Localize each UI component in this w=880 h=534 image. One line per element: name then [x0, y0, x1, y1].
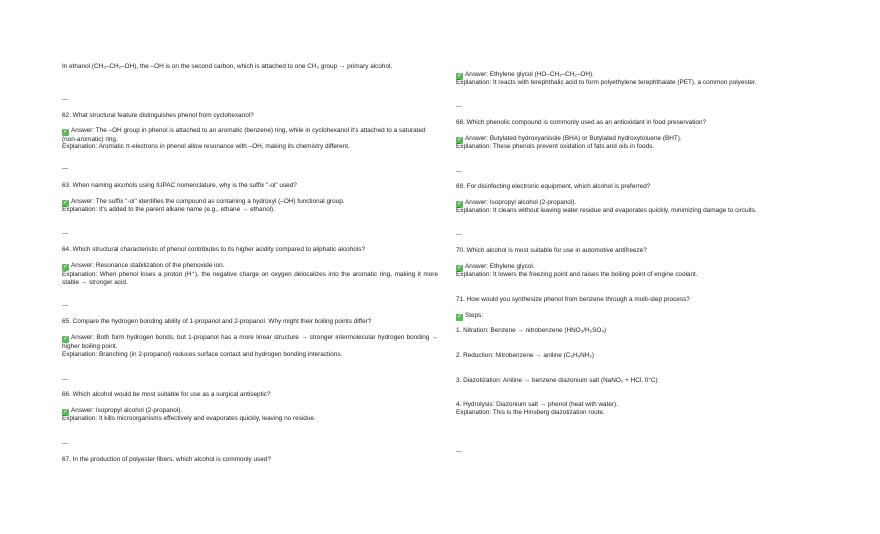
answer-66: ✓ Answer: Isopropyl alcohol (2-propanol). [62, 407, 183, 415]
explanation-68: Explanation: These phenols prevent oxidation of fats and oils in foods. [456, 143, 655, 150]
explanation-64: Explanation: When phenol loses a proton (H⁺), the negative charge on oxygen delocalizes into the aromatic ring, making it more stable → stronger acid. [62, 271, 438, 286]
question-70: 70. Which alcohol is most suitable for use in automotive antifreeze? [456, 247, 647, 254]
question-71: 71. How would you synthesize phenol from benzene through a multi-step process? [456, 296, 690, 303]
question-63: 63. When naming alcohols using IUPAC nomenclature, why is the suffix "-ol" used? [62, 182, 297, 189]
explanation-69: Explanation: It cleans without leaving water residue and evaporates quickly, minimizing damage to circuits. [456, 207, 757, 214]
check-icon: ✓ [456, 73, 463, 79]
check-icon: ✓ [62, 264, 69, 270]
separator: — [62, 166, 68, 172]
check-icon: ✓ [456, 201, 463, 207]
separator: — [456, 232, 462, 238]
question-68: 68. Which phenolic compound is commonly used as an antioxidant in food preservation? [456, 119, 707, 126]
step-1: 1. Nitration: Benzene → nitrobenzene (HNO₃/H₂SO₄) [456, 327, 607, 334]
explanation-65: Explanation: Branching (in 2-propanol) reduces surface contact and hydrogen bonding interactions. [62, 351, 343, 358]
explanation-67: Explanation: It reacts with terephthalic acid to form polyethylene terephthalate (PET), a common polyester. [456, 79, 757, 86]
check-icon: ✓ [62, 409, 69, 415]
explanation-62: Explanation: Aromatic π-electrons in phenol allow resonance with –OH, making its chemistry different. [62, 143, 350, 150]
separator: — [62, 231, 68, 237]
separator: — [62, 303, 68, 309]
answer-62: ✓ Answer: The –OH group in phenol is attached to an aromatic (benzene) ring, while in cyclohexanol it's attached to a saturated (non-aromatic) ring. [62, 127, 426, 143]
answer-63: ✓ Answer: The suffix "-ol" identifies the compound as containing a hydroxyl (–OH) functional group. [62, 198, 345, 206]
step-3: 3. Diazotization: Aniline → benzene diazonium salt (NaNO₂ + HCl, 0°C) [456, 377, 658, 384]
check-icon: ✓ [62, 129, 69, 135]
explanation-70: Explanation: It lowers the freezing point and raises the boiling point of engine coolant. [456, 271, 698, 278]
separator: — [62, 377, 68, 383]
question-62: 62. What structural feature distinguishes phenol from cyclohexanol? [62, 112, 254, 119]
separator: — [456, 169, 462, 175]
explanation-63: Explanation: It's added to the parent alkane name (e.g., ethane → ethanol). [62, 206, 275, 213]
step-2: 2. Reduction: Nitrobenzene → aniline (C₆H₅NH₂) [456, 352, 594, 359]
check-icon: ✓ [456, 314, 463, 320]
question-66: 66. Which alcohol would be most suitable for use as a surgical antiseptic? [62, 391, 271, 398]
question-65: 65. Compare the hydrogen bonding ability of 1-propanol and 2-propanol. Why might their boiling points differ? [62, 318, 372, 325]
check-icon: ✓ [456, 265, 463, 271]
check-icon: ✓ [456, 137, 463, 143]
check-icon: ✓ [62, 200, 69, 206]
separator: — [62, 97, 68, 103]
explanation-71: Explanation: This is the Hinsberg diazotization route. [456, 409, 605, 416]
answer-70: ✓ Answer: Ethylene glycol. [456, 263, 535, 271]
question-69: 69. For disinfecting electronic equipment, which alcohol is preferred? [456, 183, 651, 190]
question-67: 67. In the production of polyester fibers, which alcohol is commonly used? [62, 456, 271, 463]
intro-text: In ethanol (CH₃–CH₂–OH), the –OH is on the second carbon, which is attached to one CH₃ group → primary alcohol. [62, 63, 393, 70]
step-4: 4. Hydrolysis: Diazonium salt → phenol (heat with water). [456, 401, 618, 408]
question-64: 64. Which structural characteristic of phenol contributes to its higher acidity compared to aliphatic alcohols? [62, 246, 365, 253]
separator: — [456, 449, 462, 455]
check-icon: ✓ [62, 336, 69, 342]
steps-label: ✓ Steps: [456, 312, 484, 320]
separator: — [456, 104, 462, 110]
answer-68: ✓ Answer: Butylated hydroxyanisole (BHA) or Butylated hydroxytoluene (BHT). [456, 135, 682, 143]
answer-67: ✓ Answer: Ethylene glycol (HO–CH₂–CH₂–OH). [456, 71, 594, 79]
answer-64: ✓ Answer: Resonance stabilization of the phenoxide ion. [62, 262, 225, 270]
answer-65: ✓ Answer: Both form hydrogen bonds, but 1-propanol has a more linear structure → stronger intermolecular hydrogen bonding → higher boiling point. [62, 334, 438, 350]
explanation-66: Explanation: It kills microorganisms effectively and evaporates quickly, leaving no residue. [62, 415, 316, 422]
answer-69: ✓ Answer: Isopropyl alcohol (2-propanol). [456, 199, 577, 207]
separator: — [62, 441, 68, 447]
right-page [440, 0, 880, 534]
